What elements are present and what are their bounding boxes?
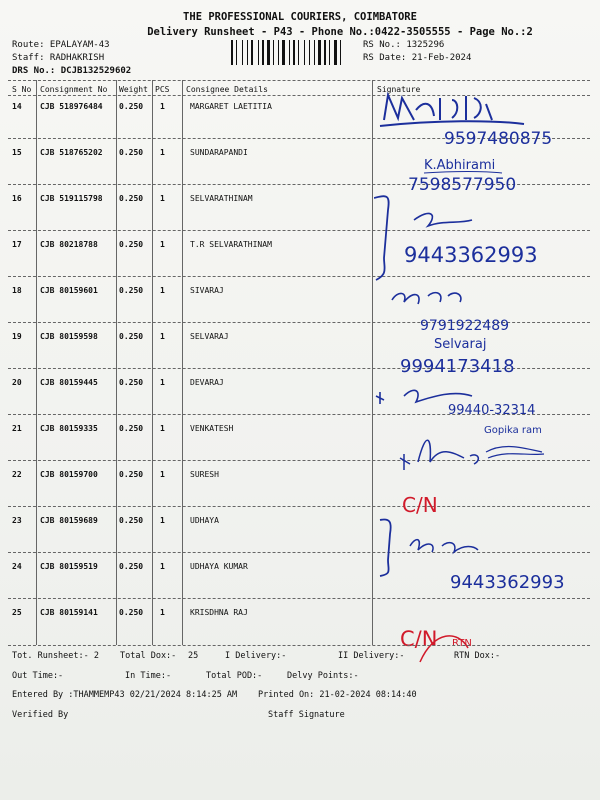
barcode-bar <box>318 40 321 65</box>
barcode-bar <box>242 40 243 65</box>
cell-consignee: KRISDHNA RAJ <box>190 608 248 617</box>
cell-weight: 0.250 <box>119 562 144 571</box>
barcode-bar <box>298 40 299 65</box>
cell-pcs: 1 <box>160 378 165 387</box>
barcode-bar <box>311 40 313 65</box>
cell-sno: 25 <box>12 608 22 617</box>
barcode-bar <box>247 40 248 65</box>
cell-pcs: 1 <box>160 332 165 341</box>
rs-number: RS No.: 1325296 <box>363 40 445 50</box>
barcode-bar <box>231 40 233 65</box>
barcode-bar <box>331 40 333 65</box>
barcode-bar <box>334 40 337 65</box>
handwritten-cn-mark: C/N <box>402 493 438 517</box>
barcode-bar <box>282 40 285 65</box>
barcode-bar <box>278 40 279 65</box>
barcode-bar <box>275 40 277 65</box>
handwritten-name: K.Abhirami <box>424 158 496 173</box>
col-sno: S No <box>12 85 32 94</box>
cell-consignee: SURESH <box>190 470 219 479</box>
cell-pcs: 1 <box>160 148 165 157</box>
column-divider <box>152 80 153 645</box>
column-divider <box>182 80 183 645</box>
barcode-bar <box>338 40 339 65</box>
cell-consignment: CJB 519115798 <box>40 194 103 203</box>
cell-pcs: 1 <box>160 102 165 111</box>
col-pcs: PCS <box>155 85 170 94</box>
staff: Staff: RADHAKRISH <box>12 53 105 63</box>
handwritten-phone: 9597480875 <box>444 129 553 149</box>
ii-delivery: II Delivery:- <box>338 651 405 661</box>
barcode-bar <box>291 40 292 65</box>
cell-consignment: CJB 80159601 <box>40 286 98 295</box>
out-time: Out Time:- <box>12 671 64 681</box>
col-signature: Signature <box>377 85 421 94</box>
cell-sno: 23 <box>12 516 22 525</box>
barcode-bar <box>340 40 341 65</box>
cell-weight: 0.250 <box>119 332 144 341</box>
signature-18-19 <box>392 293 515 377</box>
cell-sno: 15 <box>12 148 22 157</box>
barcode-bar <box>289 40 290 65</box>
in-time: In Time:- <box>125 671 172 681</box>
barcode-bar <box>306 40 308 65</box>
cell-sno: 20 <box>12 378 22 387</box>
cell-weight: 0.250 <box>119 240 144 249</box>
handwritten-phone: 99440-32314 <box>448 403 536 418</box>
runsheet-title: Delivery Runsheet - P43 - Phone No.:0422-3505555 - Page No.:2 <box>147 26 533 38</box>
barcode-bar <box>327 40 328 65</box>
cell-consignment: CJB 80159519 <box>40 562 98 571</box>
barcode-bar <box>316 40 317 65</box>
cell-consignment: CJB 80159689 <box>40 516 98 525</box>
cell-pcs: 1 <box>160 562 165 571</box>
barcode-bar <box>254 40 257 65</box>
signatures-area <box>374 90 594 690</box>
cell-consignment: CJB 80159445 <box>40 378 98 387</box>
barcode-bar <box>267 40 270 65</box>
rs-date: RS Date: 21-Feb-2024 <box>363 53 472 63</box>
cell-sno: 16 <box>12 194 22 203</box>
cell-consignee: UDHAYA <box>190 516 219 525</box>
cell-consignee: UDHAYA KUMAR <box>190 562 248 571</box>
verified-by: Verified By <box>12 710 69 720</box>
barcode-bar <box>309 40 310 65</box>
company-name: THE PROFESSIONAL COURIERS, COIMBATORE <box>183 11 417 23</box>
cell-weight: 0.250 <box>119 424 144 433</box>
cell-weight: 0.250 <box>119 102 144 111</box>
cell-sno: 22 <box>12 470 22 479</box>
cell-consignment: CJB 80159141 <box>40 608 98 617</box>
barcode-bar <box>342 40 344 65</box>
drs-number: DRS No.: DCJB132529602 <box>12 66 132 76</box>
signature-16-17 <box>374 196 538 280</box>
table-bottom-rule <box>8 645 590 646</box>
cell-pcs: 1 <box>160 240 165 249</box>
barcode-bar <box>234 40 235 65</box>
cell-weight: 0.250 <box>119 286 144 295</box>
cell-sno: 21 <box>12 424 22 433</box>
cell-consignee: SIVARAJ <box>190 286 224 295</box>
cell-weight: 0.250 <box>119 516 144 525</box>
cell-sno: 24 <box>12 562 22 571</box>
cell-weight: 0.250 <box>119 608 144 617</box>
barcode-bar <box>249 40 250 65</box>
cell-consignee: SELVARATHINAM <box>190 194 253 203</box>
column-divider <box>36 80 37 645</box>
cell-consignee: VENKATESH <box>190 424 234 433</box>
barcode-bar <box>251 40 253 65</box>
barcode-bar <box>300 40 303 65</box>
col-weight: Weight <box>119 85 148 94</box>
tot-runsheet: Tot. Runsheet:- 2 <box>12 651 99 661</box>
cell-sno: 18 <box>12 286 22 295</box>
cell-pcs: 1 <box>160 608 165 617</box>
route: Route: EPALAYAM-43 <box>12 40 110 50</box>
cell-consignee: T.R SELVARATHINAM <box>190 240 272 249</box>
signature-14 <box>380 95 552 149</box>
barcode-bar <box>258 40 259 65</box>
table-top-rule <box>8 80 590 81</box>
total-pod: Total POD:- <box>206 671 263 681</box>
cell-sno: 19 <box>12 332 22 341</box>
barcode-bar <box>324 40 326 65</box>
barcode-bar <box>265 40 266 65</box>
signature-23-24 <box>380 520 565 593</box>
cell-pcs: 1 <box>160 424 165 433</box>
barcode-bar <box>322 40 323 65</box>
handwritten-phone: 7598577950 <box>408 175 517 195</box>
cell-consignment: CJB 80218788 <box>40 240 98 249</box>
cell-weight: 0.250 <box>119 470 144 479</box>
cell-pcs: 1 <box>160 516 165 525</box>
signature-21-22 <box>400 425 544 470</box>
rtn-dox: RTN Dox:- <box>454 651 501 661</box>
barcode-bar <box>236 40 237 65</box>
col-consignment: Consignment No <box>40 85 108 94</box>
cell-consignment: CJB 80159598 <box>40 332 98 341</box>
barcode-bar <box>244 40 246 65</box>
handwritten-name: Gopika ram <box>484 425 542 436</box>
total-dox-label: Total Dox:- <box>120 651 177 661</box>
cell-consignee: DEVARAJ <box>190 378 224 387</box>
barcode-bar <box>304 40 305 65</box>
barcode-bar <box>238 40 241 65</box>
signature-15 <box>408 158 516 195</box>
cell-consignee: SUNDARAPANDI <box>190 148 248 157</box>
column-divider <box>372 80 373 645</box>
cell-pcs: 1 <box>160 470 165 479</box>
barcode <box>231 40 356 65</box>
cell-weight: 0.250 <box>119 194 144 203</box>
barcode-bar <box>286 40 288 65</box>
cell-pcs: 1 <box>160 194 165 203</box>
column-divider <box>116 80 117 645</box>
col-consignee: Consignee Details <box>186 85 268 94</box>
cell-consignee: MARGARET LAETITIA <box>190 102 272 111</box>
printed-on: Printed On: 21-02-2024 08:14:40 <box>258 690 417 700</box>
barcode-bar <box>293 40 295 65</box>
i-delivery: I Delivery:- <box>225 651 287 661</box>
cell-consignee: SELVARAJ <box>190 332 229 341</box>
barcode-bar <box>314 40 315 65</box>
cell-consignment: CJB 80159335 <box>40 424 98 433</box>
delvy-points: Delvy Points:- <box>287 671 359 681</box>
barcode-bar <box>273 40 274 65</box>
barcode-bar <box>271 40 272 65</box>
handwritten-name: Selvaraj <box>434 337 487 352</box>
cell-sno: 14 <box>12 102 22 111</box>
barcode-bar <box>329 40 330 65</box>
cell-consignment: CJB 518765202 <box>40 148 103 157</box>
entered-by: Entered By :THAMMEMP43 02/21/2024 8:14:25 AM <box>12 690 238 700</box>
barcode-bar <box>280 40 281 65</box>
staff-signature: Staff Signature <box>268 710 345 720</box>
handwritten-cn-mark: C/N <box>400 627 438 651</box>
cell-consignment: CJB 518976484 <box>40 102 103 111</box>
cell-consignment: CJB 80159700 <box>40 470 98 479</box>
barcode-bar <box>296 40 297 65</box>
barcode-bar <box>260 40 261 65</box>
cell-sno: 17 <box>12 240 22 249</box>
cell-weight: 0.250 <box>119 378 144 387</box>
handwritten-rtn-mark: RTN <box>452 638 472 649</box>
total-dox-value: 25 <box>188 651 199 661</box>
handwritten-phone: 9443362993 <box>450 572 565 593</box>
handwritten-phone: 9994173418 <box>400 356 515 377</box>
cell-weight: 0.250 <box>119 148 144 157</box>
signature-20 <box>376 390 535 418</box>
cell-pcs: 1 <box>160 286 165 295</box>
handwritten-phone: 9443362993 <box>404 243 538 267</box>
handwritten-phone: 9791922489 <box>420 318 510 334</box>
barcode-bar <box>262 40 264 65</box>
signature-23 <box>402 493 438 517</box>
